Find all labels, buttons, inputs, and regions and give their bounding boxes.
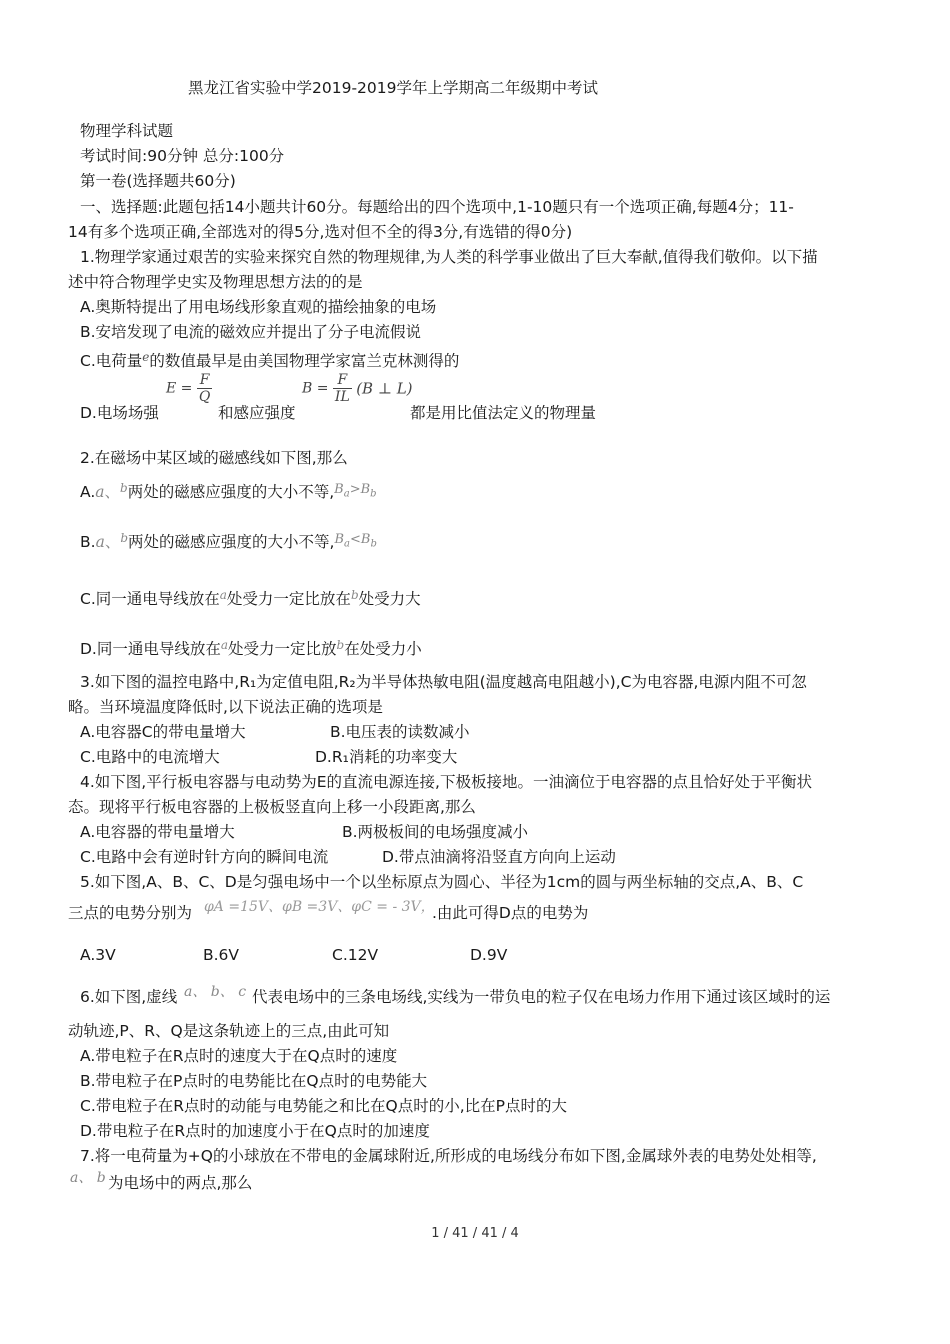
q2-c-pre: C.同一通电导线放在 (80, 590, 220, 608)
q2-b-sub1: a (344, 538, 350, 550)
q3-option-c: C.电路中的电流增大 (80, 748, 220, 766)
q2-a-label: A. (80, 483, 96, 501)
formula-b-lhs: B = (302, 380, 329, 397)
q2-a-sep: 、 (104, 483, 121, 501)
q2-b-label: B. (80, 533, 96, 551)
q1-option-b: B.安培发现了电流的磁效应并提出了分子电流假说 (80, 323, 422, 341)
q6-option-d: D.带电粒子在R点时的加速度小于在Q点时的加速度 (80, 1122, 430, 1140)
q2-b-relation (334, 532, 377, 550)
q2-b-b2: B (360, 532, 371, 547)
q1-stem-line-1: 1.物理学家通过艰苦的实验来探究自然的物理规律,为人类的科学事业做出了巨大奉献,值得我们敬仰。以下描 (80, 248, 818, 266)
q5-stem-line-1: 5.如下图,A、B、C、D是匀强电场中一个以坐标原点为圆心、半径为1cm的圆与两坐标轴的交点,A、B、C (80, 873, 804, 891)
q7-stem-line-1: 7.将一电荷量为+Q的小球放在不带电的金属球附近,所形成的电场线分布如下图,金属球外表的电势处处相等, (80, 1147, 817, 1165)
q2-stem: 2.在磁场中某区域的磁感线如下图,那么 (80, 449, 348, 467)
q1-option-d-post: 都是用比值法定义的物理量 (410, 404, 597, 422)
q2-a-text: 两处的磁感应强度的大小不等, (127, 483, 335, 501)
q5-option-d: D.9V (470, 946, 508, 964)
page-footer: 1 / 41 / 41 / 4 (431, 1226, 519, 1241)
q2-option-b (80, 528, 377, 555)
q5-stem-line-2-pre: 三点的电势分别为 (68, 904, 193, 922)
formula-e-den: Q (198, 389, 211, 405)
q1-option-c-pre: C.电荷量 (80, 352, 143, 370)
q3-stem-line-1: 3.如下图的温控电路中,R₁为定值电阻,R₂为半导体热敏电阻(温度越高电阻越小),C为电容器,电源内阻不可忽 (80, 673, 807, 691)
q2-b-b1: B (334, 532, 345, 547)
q5-option-b: B.6V (203, 946, 240, 964)
q3-option-d: D.R₁消耗的功率变大 (315, 748, 458, 766)
q4-option-b: B.两极板间的电场强度减小 (342, 823, 529, 841)
formula-b-fraction (333, 372, 352, 405)
q4-stem-line-1: 4.如下图,平行板电容器与电动势为E的直流电源连接,下极板接地。一油滴位于电容器的点且恰好处于平衡状 (80, 773, 812, 791)
point-a-symbol: a (95, 483, 105, 501)
q2-a-b1: B (334, 482, 344, 497)
q3-option-a: A.电容器C的带电量增大 (80, 723, 246, 741)
q6-option-a: A.带电粒子在R点时的速度大于在Q点时的速度 (80, 1047, 398, 1065)
q3-stem-line-2: 略。当环境温度降低时,以下说法正确的选项是 (68, 698, 383, 716)
q1-option-d-pre: D.电场场强 (80, 404, 159, 422)
point-b-symbol: b (120, 531, 129, 545)
q2-b-op: < (349, 532, 361, 547)
part-heading: 第一卷(选择题共60分) (80, 172, 236, 190)
q2-a-op: > (349, 482, 361, 497)
q2-a-sub2: b (370, 488, 377, 500)
q2-d-pre: D.同一通电导线放在 (80, 640, 221, 658)
q5-option-c: C.12V (332, 946, 379, 964)
q3-option-b: B.电压表的读数减小 (330, 723, 470, 741)
formula-b-condition: (B ⊥ L) (356, 379, 413, 398)
q4-option-c: C.电路中会有逆时针方向的瞬间电流 (80, 848, 329, 866)
instruction-line-1: 一、选择题:此题包括14小题共计60分。每题给出的四个选项中,1-10题只有一个选项正确,每题4分；11- (80, 198, 794, 216)
q2-a-sub1: a (343, 488, 350, 500)
point-b-symbol: b (350, 588, 359, 602)
q6-field-line-symbols: a、 b、 c (184, 984, 247, 1000)
q5-potential-values: φA =15V、φB =3V、φC = - 3V， (204, 899, 435, 915)
q4-option-d: D.带点油滴将沿竖直方向向上运动 (382, 848, 616, 866)
q1-option-d-mid: 和感应强度 (218, 404, 296, 422)
q1-option-c (80, 347, 459, 371)
q2-option-c (80, 585, 421, 609)
q2-d-post: 在处受力小 (344, 640, 422, 658)
q6-stem-line-1-pre: 6.如下图,虚线 (80, 988, 178, 1006)
q7-stem-line-2-post: 为电场中的两点,那么 (108, 1174, 253, 1192)
exam-info: 考试时间:90分钟 总分:100分 (80, 147, 285, 165)
q4-stem-line-2: 态。现将平行板电容器的上极板竖直向上移一小段距离,那么 (68, 798, 476, 816)
point-a-symbol: a (95, 533, 105, 551)
q5-stem-line-2-post: .由此可得D点的电势为 (432, 904, 589, 922)
formula-b-den: IL (334, 389, 350, 405)
q2-a-b2: B (360, 482, 371, 497)
q2-b-sep: 、 (104, 533, 121, 551)
q2-b-text: 两处的磁感应强度的大小不等, (128, 533, 335, 551)
charge-symbol: e (142, 350, 150, 364)
q2-d-mid: 处受力一定比放 (228, 640, 337, 658)
instruction-line-2: 14有多个选项正确,全部选对的得5分,选对但不全的得3分,有选错的得0分) (68, 223, 573, 241)
q1-stem-line-2: 述中符合物理学史实及物理思想方法的的是 (68, 273, 363, 291)
formula-e-num: F (197, 372, 212, 389)
page-title: 黑龙江省实验中学2019-2019学年上学期高二年级期中考试 (188, 79, 598, 97)
q1-option-c-post: 的数值最早是由美国物理学家富兰克林测得的 (149, 352, 460, 370)
point-b-symbol: b (336, 638, 345, 652)
q2-option-a (80, 478, 377, 505)
q7-point-symbols: a、 b (70, 1170, 106, 1186)
q6-option-b: B.带电粒子在P点时的电势能比在Q点时的电势能大 (80, 1072, 428, 1090)
q2-b-sub2: b (370, 538, 377, 550)
formula-e-lhs: E = (166, 380, 193, 397)
q6-stem-line-1-post: 代表电场中的三条电场线,实线为一带负电的粒子仅在电场力作用下通过该区域时的运 (252, 988, 831, 1006)
point-a-symbol: a (220, 638, 229, 652)
q2-a-relation (334, 482, 377, 500)
subject-title: 物理学科试题 (80, 122, 174, 140)
q2-option-d (80, 635, 422, 659)
q2-c-mid: 处受力一定比放在 (226, 590, 351, 608)
formula-e-field (166, 372, 212, 405)
q5-option-a: A.3V (80, 946, 116, 964)
q6-stem-line-2: 动轨迹,P、R、Q是这条轨迹上的三点,由此可知 (68, 1022, 390, 1040)
q4-option-a: A.电容器的带电量增大 (80, 823, 235, 841)
q6-option-c: C.带电粒子在R点时的动能与电势能之和比在Q点时的小,比在P点时的大 (80, 1097, 567, 1115)
formula-b-field (302, 372, 413, 405)
point-b-symbol: b (120, 481, 128, 495)
formula-b-num: F (333, 372, 352, 389)
point-a-symbol: a (219, 588, 227, 602)
q2-c-post: 处受力大 (358, 590, 421, 608)
q1-option-a: A.奥斯特提出了用电场线形象直观的描绘抽象的电场 (80, 298, 437, 316)
formula-e-fraction (197, 372, 212, 405)
